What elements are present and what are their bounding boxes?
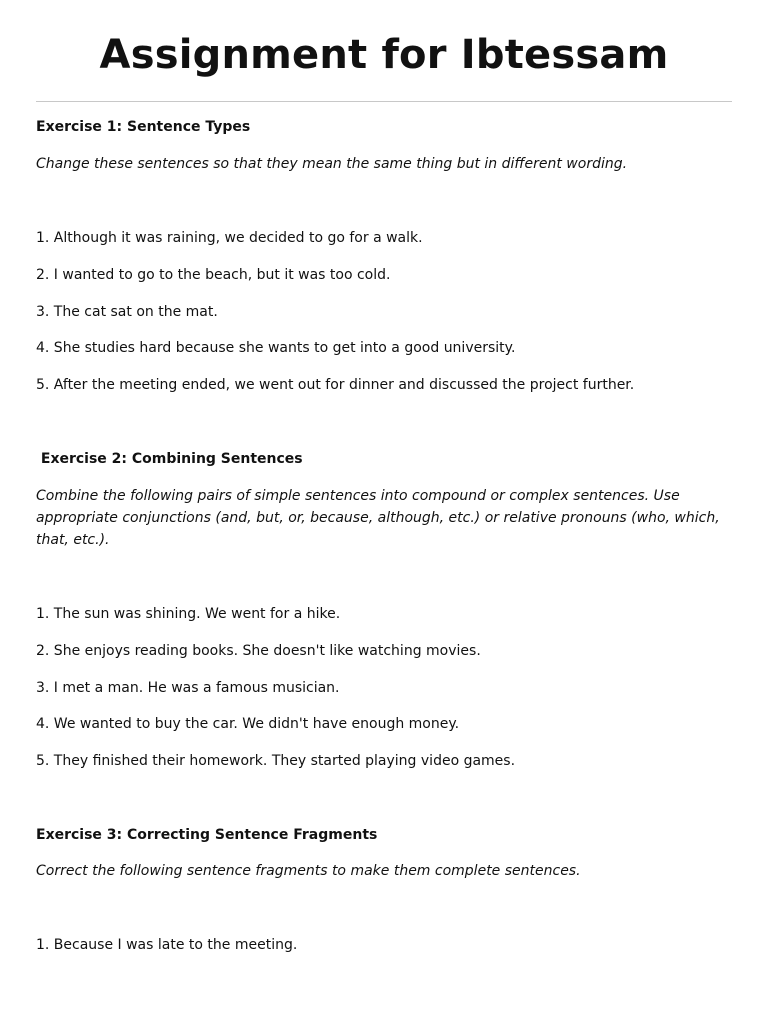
exercise-2-item-4: 4. We wanted to buy the car. We didn't have enough money. [36, 716, 460, 732]
exercise-1-item-1: 1. Although it was raining, we decided to go for a walk. [36, 230, 423, 246]
title-divider [36, 101, 732, 102]
exercise-1-item-5: 5. After the meeting ended, we went out for dinner and discussed the project further. [36, 377, 635, 393]
exercise-2-item-1: 1. The sun was shining. We went for a hike. [36, 606, 341, 622]
exercise-1-heading: Exercise 1: Sentence Types [36, 119, 251, 135]
exercise-2-item-3: 3. I met a man. He was a famous musician. [36, 680, 340, 696]
exercise-1-instruction: Change these sentences so that they mean the same thing but in different wording. [36, 156, 628, 172]
exercise-1-item-4: 4. She studies hard because she wants to get into a good university. [36, 340, 516, 356]
exercise-2-instruction: Combine the following pairs of simple sentences into compound or complex sentences. Use appropriate conjunctions (and, but, or, because, although, etc.) or relative pronouns (who, which, that, etc.). [36, 488, 720, 548]
exercise-1-item-2: 2. I wanted to go to the beach, but it was too cold. [36, 267, 391, 283]
exercise-1-item-3: 3. The cat sat on the mat. [36, 304, 218, 320]
exercise-2-heading: Exercise 2: Combining Sentences [36, 451, 303, 467]
exercise-3-instruction: Correct the following sentence fragments to make them complete sentences. [36, 863, 581, 879]
exercise-2-item-2: 2. She enjoys reading books. She doesn't like watching movies. [36, 643, 481, 659]
exercise-3-item-1: 1. Because I was late to the meeting. [36, 937, 298, 953]
page-title: Assignment for Ibtessam [99, 32, 669, 78]
exercise-3-heading: Exercise 3: Correcting Sentence Fragments [36, 827, 378, 843]
exercise-2-item-5: 5. They finished their homework. They started playing video games. [36, 753, 516, 769]
